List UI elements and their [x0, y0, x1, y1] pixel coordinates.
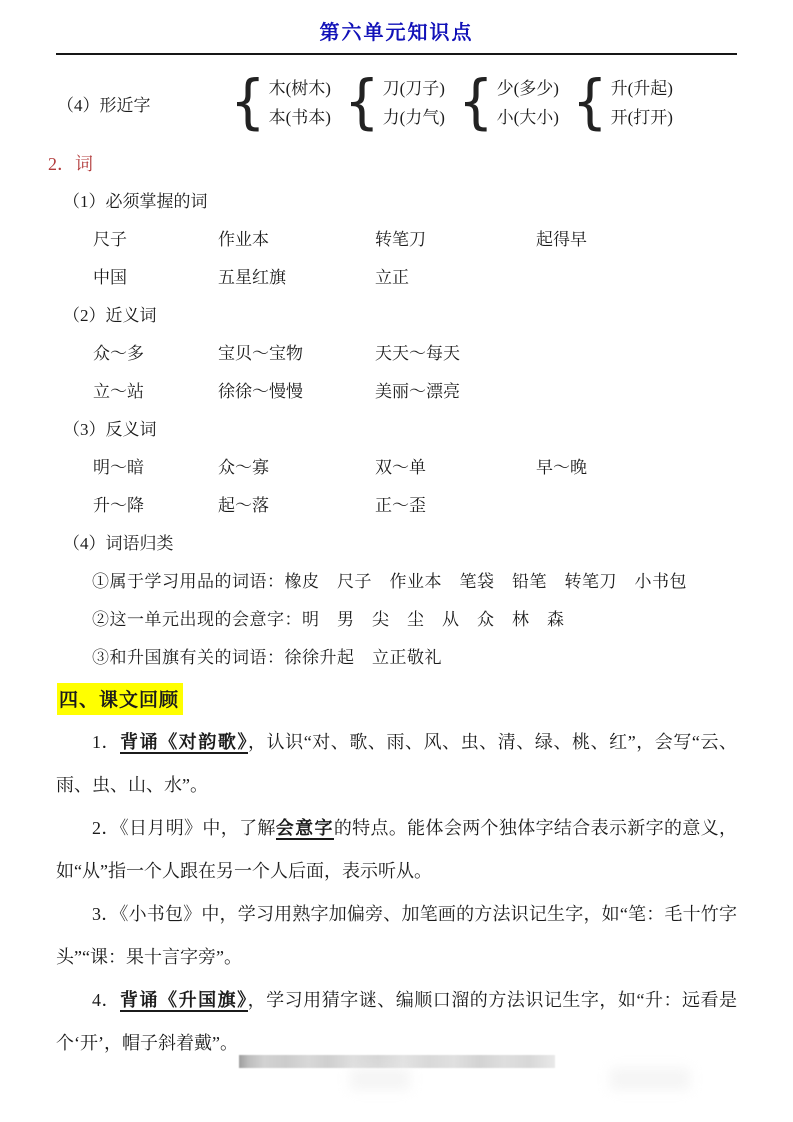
word-row [93, 335, 793, 373]
pair-bottom: 本(书本) [268, 107, 331, 127]
grouping-item-3: ③和升国旗有关的词语：徐徐升起 立正敬礼 [92, 648, 442, 667]
char-pair [611, 79, 673, 127]
emphasized-text: 背诵《升国旗》 [120, 990, 248, 1010]
word-row [93, 259, 793, 297]
word-cell: 立～站 [93, 382, 144, 401]
word-cell: 中国 [93, 268, 127, 287]
word-cell: 立正 [375, 268, 409, 287]
review-heading-highlighted: 四、课文回顾 [57, 683, 183, 715]
review-paragraph-2 [56, 807, 737, 893]
paragraph-text: ，认识“对、歌、雨、风、虫、清、绿、桃、红”，会写“云、雨、虫、山、水”。 [56, 732, 738, 795]
review-paragraph-3 [56, 893, 737, 979]
pair-top: 木(树木) [268, 78, 331, 98]
paragraph-text: ，学习用猜字谜、编顺口溜的方法识记生字，如“升：远看是个‘开’，帽子斜着戴”。 [56, 990, 737, 1053]
word-cell: 徐徐～慢慢 [218, 382, 303, 401]
left-brace-icon: { [344, 68, 380, 137]
grouping-item-2: ②这一单元出现的会意字：明 男 尖 尘 从 众 林 森 [92, 610, 565, 629]
review-paragraph-1 [56, 721, 737, 807]
brace-group-3 [458, 68, 572, 137]
emphasized-text: 背诵《对韵歌》 [120, 732, 249, 752]
watermark-smudge [610, 1068, 690, 1090]
paragraph-text: 的特点。能体会两个独体字结合表示新字的意义，如“从”指一个人跟在另一个人后面，表示听从。 [56, 818, 738, 881]
word-cell: 早～晚 [536, 458, 587, 477]
pair-top: 升(升起) [610, 78, 673, 98]
brace-group-2 [344, 68, 458, 137]
word-cell: 天天～每天 [375, 344, 460, 363]
word-cell: 众～寡 [218, 458, 269, 477]
left-brace-icon: { [230, 68, 266, 137]
word-cell: 起得早 [536, 230, 587, 249]
paragraph-text: 1． [92, 732, 121, 752]
pair-top: 刀(刀子) [382, 78, 445, 98]
word-cell: 升～降 [93, 496, 144, 515]
sublabel-word-grouping: （4）词语归类 [63, 534, 174, 553]
section-xingjinzi [57, 61, 793, 145]
paragraph-text: 3．《小书包》中，学习用熟字加偏旁、加笔画的方法识记生字，如“笔：毛十竹字头”“课：果十言字旁”。 [56, 904, 737, 967]
word-row [93, 373, 793, 411]
section-review [57, 683, 793, 715]
word-cell: 宝贝～宝物 [218, 344, 303, 363]
title-divider [56, 53, 737, 55]
sublabel-must-know-words: （1）必须掌握的词 [63, 192, 208, 211]
pair-top: 少(多少) [496, 78, 559, 98]
section-heading-ci: 2．词 [48, 154, 93, 174]
char-pair [269, 79, 331, 127]
left-brace-icon: { [458, 68, 494, 137]
word-cell: 美丽～漂亮 [375, 382, 460, 401]
word-cell: 转笔刀 [375, 230, 426, 249]
word-cell: 起～落 [218, 496, 269, 515]
pair-bottom: 小(大小) [496, 107, 559, 127]
word-cell: 明～暗 [93, 458, 144, 477]
word-row [93, 449, 793, 487]
brace-group-4 [572, 68, 673, 137]
blurred-watermark [239, 1055, 555, 1068]
watermark-smudge [350, 1068, 410, 1090]
review-paragraph-4 [56, 979, 737, 1065]
word-cell [536, 335, 793, 373]
emphasized-text: 会意字 [275, 818, 334, 838]
word-cell [536, 487, 793, 525]
sublabel-antonyms: （3）反义词 [63, 420, 157, 439]
paragraph-text: 2．《日月明》中，了解 [92, 818, 276, 838]
word-cell: 双～单 [375, 458, 426, 477]
word-cell [536, 373, 793, 411]
sublabel-synonyms: （2）近义词 [63, 306, 157, 325]
word-cell: 正～歪 [375, 496, 426, 515]
page-title: 第六单元知识点 [319, 22, 474, 44]
xingjinzi-label: （4）形近字 [57, 95, 151, 115]
left-brace-icon: { [572, 68, 608, 137]
paragraph-text: 4． [92, 990, 121, 1010]
word-row [93, 221, 793, 259]
word-cell: 五星红旗 [218, 268, 286, 287]
brace-group-1 [230, 68, 344, 137]
char-pair [497, 79, 559, 127]
grouping-item-1: ①属于学习用品的词语：橡皮 尺子 作业本 笔袋 铅笔 转笔刀 小书包 [92, 572, 687, 591]
word-cell: 作业本 [218, 230, 269, 249]
word-row [93, 487, 793, 525]
pair-bottom: 开(打开) [610, 107, 673, 127]
char-pair [383, 79, 445, 127]
word-cell [536, 259, 793, 297]
word-cell: 众～多 [93, 344, 144, 363]
word-cell: 尺子 [93, 230, 127, 249]
pair-bottom: 力(力气) [382, 107, 445, 127]
